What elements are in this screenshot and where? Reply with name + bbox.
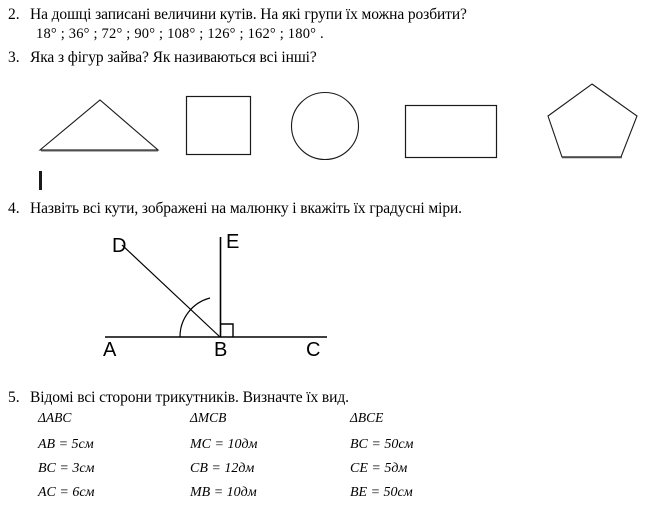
triangle-side: BE = 50см [350, 485, 413, 500]
triangle-side: AB = 5см [38, 437, 94, 452]
question-5-number: 5. [8, 389, 20, 406]
question-3-number: 3. [8, 49, 20, 66]
stray-caret-artifact [39, 171, 42, 190]
triangle-side: CE = 5дм [350, 461, 408, 476]
ray-BD [122, 245, 220, 337]
question-3-text: Яка з фігур зайва? Як називаються всі інші? [30, 49, 317, 66]
triangle-title: ΔABC [38, 410, 72, 425]
triangle-side: MB = 10дм [190, 485, 257, 500]
question-4-text: Назвіть всі кути, зображені на малюнку і вкажіть їх градусні міри. [30, 200, 462, 217]
triangle-side: MC = 10дм [190, 437, 258, 452]
shape-pentagon [548, 84, 637, 157]
point-label-E: E [226, 231, 240, 253]
right-angle-mark [221, 324, 234, 337]
triangle-side: CB = 12дм [190, 461, 255, 476]
question-2-angle-values: 18° ; 36° ; 72° ; 90° ; 108° ; 126° ; 162° ; 180° . [36, 26, 324, 42]
point-label-C: C [306, 339, 321, 361]
shape-triangle [40, 100, 158, 151]
triangle-side: BC = 3см [38, 461, 95, 476]
question-5-text: Відомі всі сторони трикутників. Визначте їх вид. [30, 389, 349, 406]
point-label-A: A [103, 339, 117, 361]
question-4-number: 4. [8, 200, 20, 217]
point-label-B: B [214, 339, 228, 361]
shape-rectangle [406, 106, 497, 158]
shape-circle [292, 93, 359, 160]
shapes-row [0, 70, 657, 190]
point-label-D: D [112, 235, 127, 257]
triangle-title: ΔBCE [350, 410, 384, 425]
question-2-number: 2. [8, 6, 20, 23]
question-2-text: На дошці записані величини кутів. На які групи їх можна розбити? [30, 6, 467, 23]
triangle-side: BC = 50см [350, 437, 414, 452]
triangle-column-0 [38, 410, 95, 505]
triangle-column-1 [190, 410, 257, 505]
triangle-title: ΔMCB [190, 410, 227, 425]
shape-square [187, 97, 251, 155]
triangle-column-2 [350, 410, 414, 505]
triangle-side: AC = 6см [38, 485, 95, 500]
triangles-table [0, 410, 657, 518]
